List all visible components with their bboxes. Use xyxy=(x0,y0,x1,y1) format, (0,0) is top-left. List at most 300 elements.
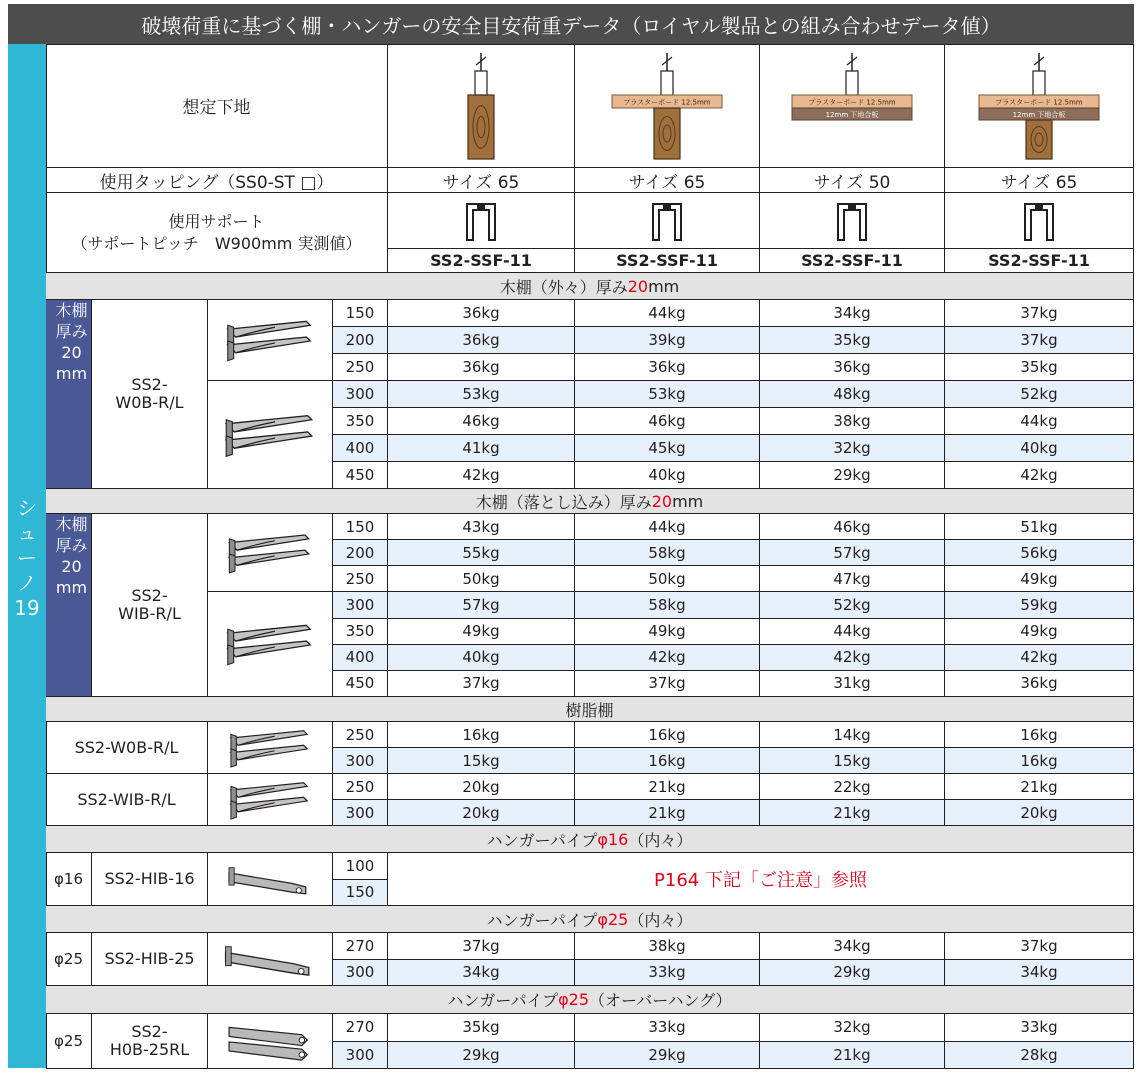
load-value-cell xyxy=(760,800,945,826)
load-value: 49kg xyxy=(1020,622,1058,641)
support-label-line: （サポートピッチ W900mm 実測値） xyxy=(71,233,362,253)
model-line: W0B-R/L xyxy=(115,393,184,412)
load-value-cell xyxy=(945,462,1134,489)
load-value: 28kg xyxy=(1020,1045,1058,1064)
load-value: 44kg xyxy=(833,622,871,641)
group-line: mm xyxy=(55,364,88,383)
load-value: 58kg xyxy=(648,596,686,614)
support-illustration xyxy=(575,193,760,249)
size-value: 300 xyxy=(345,803,375,822)
bracket-icon xyxy=(208,853,333,906)
group-line: 木棚 xyxy=(55,301,88,320)
support-model-text: SS2-SSF-11 xyxy=(801,251,903,270)
load-value: 36kg xyxy=(833,358,871,376)
size-cell xyxy=(333,327,388,354)
model-name xyxy=(92,300,208,489)
load-value: 47kg xyxy=(833,569,871,588)
side-label-char: ー xyxy=(17,546,37,570)
side-label-char: ノ xyxy=(17,571,37,595)
group-line: 20 xyxy=(61,343,82,362)
support-illustration xyxy=(760,193,945,249)
load-value-cell xyxy=(760,566,945,592)
load-value-cell xyxy=(945,671,1134,697)
load-value: 36kg xyxy=(462,304,500,322)
pipe-diameter-text: φ16 xyxy=(54,870,83,888)
load-value: 40kg xyxy=(648,466,686,484)
load-value: 37kg xyxy=(1020,304,1058,322)
side-label-char: 19 xyxy=(14,596,40,620)
load-value-cell xyxy=(388,514,575,540)
load-value: 46kg xyxy=(648,412,686,430)
load-value: 36kg xyxy=(462,331,500,349)
size-value: 250 xyxy=(345,569,375,588)
load-value-cell xyxy=(575,933,760,960)
bracket-icon xyxy=(208,300,333,381)
load-value: 36kg xyxy=(1020,674,1058,693)
size-value: 250 xyxy=(345,358,375,376)
load-value: 44kg xyxy=(1020,412,1058,430)
model-name xyxy=(92,514,208,697)
load-value: 49kg xyxy=(462,622,500,641)
load-value-cell xyxy=(760,1014,945,1042)
section-header-accent: φ25 xyxy=(558,990,590,1009)
load-value: 34kg xyxy=(462,963,500,982)
support-illustration xyxy=(945,193,1134,249)
board-label-text: プラスターボード 12.5mm xyxy=(995,98,1083,106)
load-value-cell xyxy=(760,748,945,774)
load-value-cell xyxy=(575,774,760,800)
pipe-diameter-text: φ25 xyxy=(54,1032,83,1050)
load-value-cell xyxy=(945,435,1134,462)
size-cell xyxy=(333,933,388,960)
load-value: 29kg xyxy=(833,466,871,484)
load-value: 42kg xyxy=(462,466,500,484)
load-value: 53kg xyxy=(648,385,686,403)
load-value-cell xyxy=(575,566,760,592)
load-value: 20kg xyxy=(1020,803,1058,822)
load-value: 35kg xyxy=(833,331,871,349)
section-header-accent: φ16 xyxy=(597,829,629,849)
load-value-cell xyxy=(388,933,575,960)
model-line: WIB-R/L xyxy=(118,604,181,623)
bracket-icon xyxy=(208,592,333,697)
pipe-diameter xyxy=(46,1014,92,1069)
group-line: 厚み xyxy=(55,322,88,341)
section-header-accent: φ25 xyxy=(597,909,629,929)
load-value: 38kg xyxy=(833,412,871,430)
load-value-cell xyxy=(760,592,945,618)
load-value: 38kg xyxy=(648,936,686,955)
size-value: 100 xyxy=(345,856,375,875)
load-value: 29kg xyxy=(462,1045,500,1064)
section-header-text: ハンガーパイプ xyxy=(486,830,598,850)
substrate-illustration xyxy=(760,44,945,168)
pipe-diameter-text: φ25 xyxy=(54,950,83,968)
support-model-text: SS2-SSF-11 xyxy=(988,251,1090,270)
support-model-text: SS2-SSF-11 xyxy=(616,251,718,270)
support-model-text: SS2-SSF-11 xyxy=(430,251,532,270)
size-cell xyxy=(333,462,388,489)
load-value: 36kg xyxy=(648,358,686,376)
load-value: 46kg xyxy=(833,517,871,536)
load-value-cell xyxy=(945,619,1134,645)
load-value: 33kg xyxy=(648,1018,686,1037)
load-value: 57kg xyxy=(833,543,871,562)
size-value: 270 xyxy=(345,936,375,955)
size-cell xyxy=(333,880,388,907)
load-value-cell xyxy=(575,300,760,327)
load-value-cell xyxy=(388,540,575,566)
load-value: 21kg xyxy=(1020,777,1058,796)
size-cell xyxy=(333,800,388,826)
load-value: 20kg xyxy=(462,803,500,822)
substrate-label xyxy=(46,44,388,168)
tapping-size xyxy=(760,168,945,193)
load-value-cell xyxy=(760,408,945,435)
load-value-cell xyxy=(760,933,945,960)
load-value-cell xyxy=(388,435,575,462)
load-value-cell xyxy=(575,800,760,826)
load-value: 43kg xyxy=(462,517,500,536)
support-illustration xyxy=(388,193,575,249)
model-line: H0B-25RL xyxy=(109,1040,190,1059)
tapping-label xyxy=(46,168,388,193)
load-value-cell xyxy=(388,592,575,618)
load-value: 40kg xyxy=(1020,439,1058,457)
bracket-icon xyxy=(208,722,333,774)
size-value: 400 xyxy=(345,648,375,667)
load-value: 42kg xyxy=(1020,648,1058,667)
load-value: 22kg xyxy=(833,777,871,796)
load-value-cell xyxy=(760,435,945,462)
load-value: 42kg xyxy=(648,648,686,667)
load-value-cell xyxy=(575,514,760,540)
load-value-cell xyxy=(945,933,1134,960)
load-value-cell xyxy=(945,748,1134,774)
model-line: SS2-W0B-R/L xyxy=(74,737,179,757)
model-name xyxy=(46,774,208,826)
load-value-cell xyxy=(945,1014,1134,1042)
model-name xyxy=(92,933,208,986)
size-cell xyxy=(333,722,388,748)
support-model xyxy=(760,249,945,273)
load-value: 35kg xyxy=(462,1018,500,1037)
load-value: 15kg xyxy=(462,751,500,770)
tapping-label-text: 使用タッピング（SS0-ST □） xyxy=(99,172,334,193)
load-value: 46kg xyxy=(462,412,500,430)
size-cell xyxy=(333,592,388,618)
tapping-size-text: サイズ 50 xyxy=(813,172,891,193)
section-header xyxy=(46,273,1134,300)
load-value-cell xyxy=(388,960,575,987)
size-value: 450 xyxy=(345,674,375,693)
model-line: SS2- xyxy=(131,1022,168,1041)
load-value-cell xyxy=(388,300,575,327)
group-line: mm xyxy=(55,578,88,597)
load-value-cell xyxy=(760,327,945,354)
size-value: 300 xyxy=(345,751,375,770)
load-value: 15kg xyxy=(833,751,871,770)
load-value-cell xyxy=(388,800,575,826)
load-value-cell xyxy=(388,619,575,645)
section-header xyxy=(46,986,1134,1014)
load-value-cell xyxy=(760,671,945,697)
load-value-cell xyxy=(760,1042,945,1070)
load-value: 39kg xyxy=(648,331,686,349)
load-value-cell xyxy=(388,722,575,748)
load-value: 53kg xyxy=(462,385,500,403)
load-value-cell xyxy=(945,592,1134,618)
size-value: 250 xyxy=(345,725,375,744)
section-header xyxy=(46,826,1134,853)
size-value: 300 xyxy=(345,963,375,982)
section-header-text: mm xyxy=(672,491,704,511)
side-label-char: ュ xyxy=(17,521,37,545)
load-value-cell xyxy=(575,722,760,748)
load-value: 29kg xyxy=(833,963,871,982)
load-value: 31kg xyxy=(833,674,871,693)
size-cell xyxy=(333,774,388,800)
load-value: 41kg xyxy=(462,439,500,457)
load-value: 21kg xyxy=(833,1045,871,1064)
load-value-cell xyxy=(760,514,945,540)
section-header-text: （内々） xyxy=(628,910,693,930)
size-value: 200 xyxy=(345,543,375,562)
load-value-cell xyxy=(945,354,1134,381)
bracket-icon xyxy=(208,381,333,489)
size-cell xyxy=(333,1042,388,1070)
tapping-size-text: サイズ 65 xyxy=(1000,172,1078,193)
load-value: 59kg xyxy=(1020,596,1058,614)
load-value: 49kg xyxy=(648,622,686,641)
section-header-text: mm xyxy=(648,276,680,296)
size-value: 400 xyxy=(345,439,375,457)
tapping-size-text: サイズ 65 xyxy=(628,172,706,193)
load-value-cell xyxy=(945,514,1134,540)
bracket-icon xyxy=(208,933,333,986)
load-value-cell xyxy=(388,1014,575,1042)
side-label-char: シ xyxy=(17,496,37,520)
note-text: P164 下記「ご注意」参照 xyxy=(654,870,867,891)
size-cell xyxy=(333,619,388,645)
size-value: 150 xyxy=(345,304,375,322)
load-value: 16kg xyxy=(1020,751,1058,770)
model-name xyxy=(92,1014,208,1069)
load-value-cell xyxy=(388,408,575,435)
tapping-size xyxy=(388,168,575,193)
size-cell xyxy=(333,645,388,671)
load-value: 56kg xyxy=(1020,543,1058,562)
section-header xyxy=(46,489,1134,514)
load-value-cell xyxy=(575,671,760,697)
load-value-cell xyxy=(945,800,1134,826)
size-cell xyxy=(333,1014,388,1042)
support-label-line: 使用サポート xyxy=(168,211,265,231)
section-header-text: 木棚（外々）厚み xyxy=(499,277,628,297)
load-value-cell xyxy=(388,354,575,381)
load-value-cell xyxy=(575,1042,760,1070)
plywood-label-text: 12mm 下地合板 xyxy=(825,110,879,119)
load-value-cell xyxy=(388,645,575,671)
load-value-cell xyxy=(760,300,945,327)
load-value-cell xyxy=(945,774,1134,800)
load-value-cell xyxy=(760,722,945,748)
section-header xyxy=(46,697,1134,722)
support-model xyxy=(575,249,760,273)
load-value: 48kg xyxy=(833,385,871,403)
load-value-cell xyxy=(575,408,760,435)
load-value: 35kg xyxy=(1020,358,1058,376)
load-value: 44kg xyxy=(648,517,686,536)
section-header-text: （オーバーハング） xyxy=(589,991,732,1010)
model-line: SS2-HIB-25 xyxy=(104,949,195,968)
load-value-cell xyxy=(388,774,575,800)
load-value: 37kg xyxy=(648,674,686,693)
size-cell xyxy=(333,300,388,327)
load-value: 14kg xyxy=(833,725,871,744)
model-line: SS2- xyxy=(131,375,168,394)
support-model xyxy=(388,249,575,273)
load-value-cell xyxy=(945,566,1134,592)
load-value-cell xyxy=(575,619,760,645)
section-header-text: 樹脂棚 xyxy=(565,700,614,720)
load-value: 34kg xyxy=(833,304,871,322)
model-line: SS2- xyxy=(131,586,168,605)
load-value-cell xyxy=(388,566,575,592)
size-cell xyxy=(333,748,388,774)
substrate-label-text: 想定下地 xyxy=(182,98,251,118)
load-value: 58kg xyxy=(648,543,686,562)
load-value-cell xyxy=(945,540,1134,566)
load-value: 33kg xyxy=(1020,1018,1058,1037)
section-header-text: ハンガーパイプ xyxy=(447,991,559,1010)
pipe-diameter xyxy=(46,933,92,986)
load-value: 36kg xyxy=(462,358,500,376)
tapping-size-text: サイズ 65 xyxy=(442,172,520,193)
load-value-cell xyxy=(575,748,760,774)
size-value: 300 xyxy=(345,385,375,403)
load-value-cell xyxy=(575,381,760,408)
load-value: 29kg xyxy=(648,1045,686,1064)
load-value: 21kg xyxy=(648,803,686,822)
substrate-illustration xyxy=(575,44,760,168)
size-value: 300 xyxy=(345,1045,375,1064)
group-line: 木棚 xyxy=(55,515,88,534)
size-value: 350 xyxy=(345,622,375,641)
load-value-cell xyxy=(575,645,760,671)
section-header-text: （内々） xyxy=(628,830,693,850)
substrate-illustration xyxy=(945,44,1134,168)
support-model xyxy=(945,249,1134,273)
size-value: 450 xyxy=(345,466,375,484)
size-cell xyxy=(333,960,388,987)
load-value-cell xyxy=(760,540,945,566)
size-cell xyxy=(333,354,388,381)
section-header-text: ハンガーパイプ xyxy=(486,910,598,930)
load-value-cell xyxy=(575,354,760,381)
load-value: 16kg xyxy=(1020,725,1058,744)
load-value-cell xyxy=(575,1014,760,1042)
load-value-cell xyxy=(575,540,760,566)
load-value: 37kg xyxy=(462,936,500,955)
load-value-cell xyxy=(945,960,1134,987)
thickness-group xyxy=(46,514,92,697)
load-value-cell xyxy=(945,1042,1134,1070)
section-header xyxy=(46,906,1134,933)
size-cell xyxy=(333,853,388,880)
load-value-cell xyxy=(575,592,760,618)
load-value: 37kg xyxy=(1020,936,1058,955)
load-value-cell xyxy=(945,327,1134,354)
load-value: 37kg xyxy=(462,674,500,693)
load-value-cell xyxy=(388,1042,575,1070)
group-line: 20 xyxy=(61,557,82,576)
load-value-cell xyxy=(760,462,945,489)
pipe-diameter xyxy=(46,853,92,906)
size-value: 200 xyxy=(345,331,375,349)
load-value-cell xyxy=(945,300,1134,327)
size-value: 150 xyxy=(345,517,375,536)
load-value: 21kg xyxy=(833,803,871,822)
load-value-cell xyxy=(388,462,575,489)
bracket-icon xyxy=(208,1014,333,1069)
load-value-cell xyxy=(945,722,1134,748)
load-value-cell xyxy=(760,960,945,987)
model-name xyxy=(46,722,208,774)
size-cell xyxy=(333,514,388,540)
board-label-text: プラスターボード 12.5mm xyxy=(808,98,896,106)
thickness-group xyxy=(46,300,92,489)
size-cell xyxy=(333,435,388,462)
load-value: 44kg xyxy=(648,304,686,322)
load-value: 45kg xyxy=(648,439,686,457)
load-value-cell xyxy=(575,327,760,354)
load-value: 16kg xyxy=(462,725,500,744)
section-header-accent: 20 xyxy=(627,276,649,296)
model-line: SS2-HIB-16 xyxy=(104,869,195,888)
load-value: 50kg xyxy=(462,569,500,588)
model-line: SS2-WIB-R/L xyxy=(77,789,176,809)
size-value: 250 xyxy=(345,777,375,796)
substrate-illustration xyxy=(388,44,575,168)
load-value: 52kg xyxy=(1020,385,1058,403)
load-value: 16kg xyxy=(648,751,686,770)
load-value-cell xyxy=(945,645,1134,671)
load-value-cell xyxy=(945,381,1134,408)
section-header-text: 木棚（落とし込み）厚み xyxy=(475,492,652,512)
load-value: 42kg xyxy=(833,648,871,667)
plywood-label-text: 12mm 下地合板 xyxy=(1012,110,1066,119)
load-value: 52kg xyxy=(833,596,871,614)
load-value-cell xyxy=(760,774,945,800)
load-value-cell xyxy=(388,671,575,697)
load-value: 57kg xyxy=(462,596,500,614)
load-value: 21kg xyxy=(648,777,686,796)
load-value-cell xyxy=(388,381,575,408)
load-value: 55kg xyxy=(462,543,500,562)
size-value: 270 xyxy=(345,1018,375,1037)
size-cell xyxy=(333,566,388,592)
load-value-cell xyxy=(945,408,1134,435)
tapping-size xyxy=(945,168,1134,193)
size-cell xyxy=(333,408,388,435)
load-value: 42kg xyxy=(1020,466,1058,484)
model-name xyxy=(92,853,208,906)
load-value-cell xyxy=(760,381,945,408)
load-value: 32kg xyxy=(833,1018,871,1037)
load-value: 49kg xyxy=(1020,569,1058,588)
load-value-cell xyxy=(760,619,945,645)
